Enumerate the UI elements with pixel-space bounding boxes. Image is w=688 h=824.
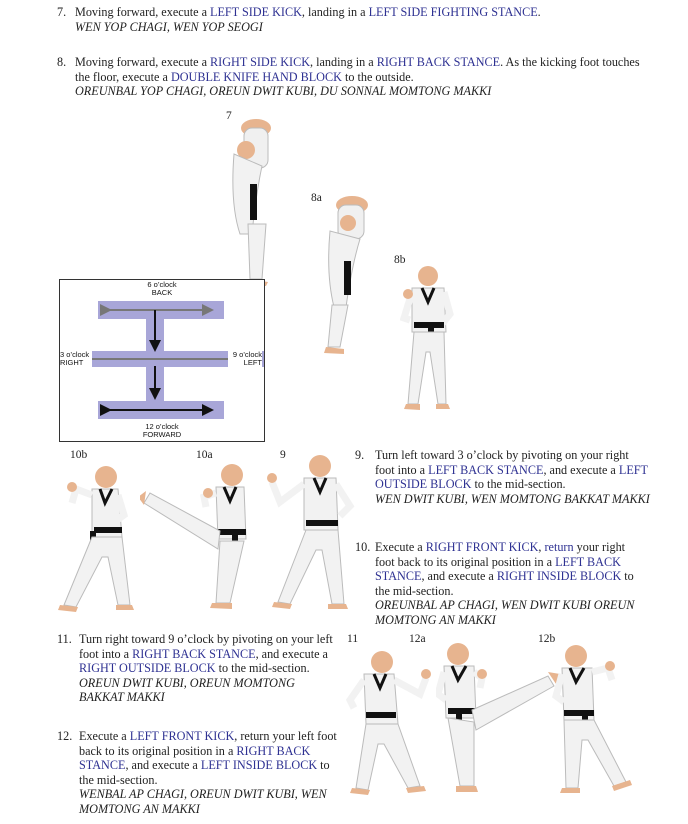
instruction-text: Moving forward, execute a (75, 55, 211, 69)
instruction-text: , landing in a (310, 55, 377, 69)
photo-10b-inside-block (58, 459, 138, 614)
step-text (375, 448, 650, 492)
step-10 (355, 540, 640, 628)
instruction-text: . (537, 5, 541, 19)
photo-label-9: 9 (280, 449, 286, 461)
photo-label-8a: 8a (311, 192, 322, 204)
technique-keyword: LEFT SIDE FIGHTING STANCE (368, 5, 538, 19)
step-8 (57, 55, 642, 99)
step-text (79, 729, 342, 787)
step-text (75, 5, 541, 19)
instruction-text: Execute a (79, 729, 130, 743)
technique-keyword: RIGHT INSIDE BLOCK (496, 569, 622, 584)
photo-10a-front-kick (140, 457, 255, 615)
step-number: 9. (355, 448, 365, 462)
technique-keyword: RIGHT FRONT KICK (425, 540, 539, 554)
korean-term: OREUNBAL YOP CHAGI, OREUN DWIT KUBI, DU SONNAL MOMTONG MAKKI (75, 84, 492, 99)
step-number: 7. (57, 5, 67, 19)
instruction-text: , landing in a (301, 5, 369, 19)
diagram-label-right: 3 o’clock RIGHT (60, 351, 92, 367)
technique-keyword: LEFT BACK STANCE (428, 462, 544, 477)
instruction-text: to the mid-section. (79, 758, 330, 787)
diagram-label-forward: 12 o’clock FORWARD (142, 422, 182, 439)
technique-keyword: DOUBLE KNIFE HAND BLOCK (170, 69, 342, 84)
instruction-text: Moving forward, execute a (75, 5, 211, 19)
instruction-text: . As the kicking foot touches the floor, execute a (75, 55, 640, 84)
instruction-text: , return your left foot back to its original position in a (79, 729, 337, 758)
technique-keyword: RIGHT BACK STANCE (132, 646, 256, 661)
instruction-text: , and execute a (543, 462, 619, 477)
photo-label-10b: 10b (70, 449, 88, 461)
photo-label-11: 11 (347, 633, 359, 645)
step-11 (57, 632, 342, 705)
photo-12a-front-kick (436, 638, 561, 798)
photo-label-12a: 12a (409, 633, 426, 645)
instruction-text: Turn left toward 3 o’clock by pivoting on your right foot into a (375, 448, 629, 477)
photo-9-outside-block (262, 452, 357, 614)
step-number: 8. (57, 55, 67, 69)
step-text (79, 632, 342, 676)
diagram-label-left: 9 o’clock LEFT (228, 351, 262, 367)
instruction-text: Turn right toward 9 o’clock by pivoting on your left foot into a (79, 632, 333, 661)
instruction-text: Execute a (375, 540, 426, 554)
step-text (75, 55, 642, 84)
korean-term: WEN DWIT KUBI, WEN MOMTONG BAKKAT MAKKI (375, 491, 650, 506)
instruction-text: , (538, 540, 545, 554)
korean-term: OREUNBAL AP CHAGI, WEN DWIT KUBI OREUN MOMTONG AN MAKKI (375, 598, 635, 627)
photo-label-12b: 12b (538, 633, 556, 645)
photo-label-7: 7 (226, 110, 232, 122)
photo-8b-knife-hand-block (400, 262, 460, 417)
step-number: 11. (57, 632, 72, 646)
photo-8a-side-kick (318, 195, 378, 360)
movement-diagram (59, 279, 265, 442)
technique-keyword: RIGHT BACK STANCE (376, 55, 501, 69)
technique-keyword: LEFT SIDE KICK (210, 5, 302, 19)
step-number: 10. (355, 540, 371, 554)
diagram-label-back: 6 o’clock BACK (147, 280, 177, 297)
technique-keyword: LEFT BACK STANCE (375, 554, 621, 584)
instruction-text: to the outside. (341, 69, 414, 84)
photo-label-10a: 10a (196, 449, 213, 461)
technique-keyword: RIGHT BACK STANCE (79, 743, 311, 773)
technique-keyword: LEFT OUTSIDE BLOCK (375, 462, 648, 492)
korean-term: WEN YOP CHAGI, WEN YOP SEOGI (75, 19, 263, 34)
instruction-text: to the mid-section. (471, 477, 566, 492)
step-text (375, 540, 640, 598)
technique-keyword: RIGHT OUTSIDE BLOCK (79, 661, 216, 676)
technique-keyword: LEFT FRONT KICK (129, 729, 235, 743)
instruction-text: , and execute a (125, 758, 201, 773)
step-9 (355, 448, 650, 506)
instruction-text: , and execute a (255, 646, 328, 661)
instruction-text: your right foot back to its original position in a (375, 540, 626, 569)
instruction-text: to the mid-section. (215, 661, 310, 676)
photo-12b-inside-block (552, 640, 637, 800)
instruction-text: , and execute a (421, 569, 497, 584)
technique-keyword: LEFT INSIDE BLOCK (200, 758, 318, 773)
photo-7-side-kick (222, 114, 292, 289)
korean-term: OREUN DWIT KUBI, OREUN MOMTONG BAKKAT MAKKI (79, 675, 295, 705)
step-number: 12. (57, 729, 73, 743)
photo-label-8b: 8b (394, 254, 406, 266)
korean-term: WENBAL AP CHAGI, OREUN DWIT KUBI, WEN MOMTONG AN MAKKI (79, 787, 327, 816)
technique-keyword: RIGHT SIDE KICK (210, 55, 311, 69)
step-12 (57, 729, 342, 817)
instruction-text: to the mid-section. (375, 569, 634, 598)
technique-keyword: return (544, 540, 574, 554)
step-7 (57, 5, 647, 34)
photo-11-outside-block (340, 648, 435, 800)
